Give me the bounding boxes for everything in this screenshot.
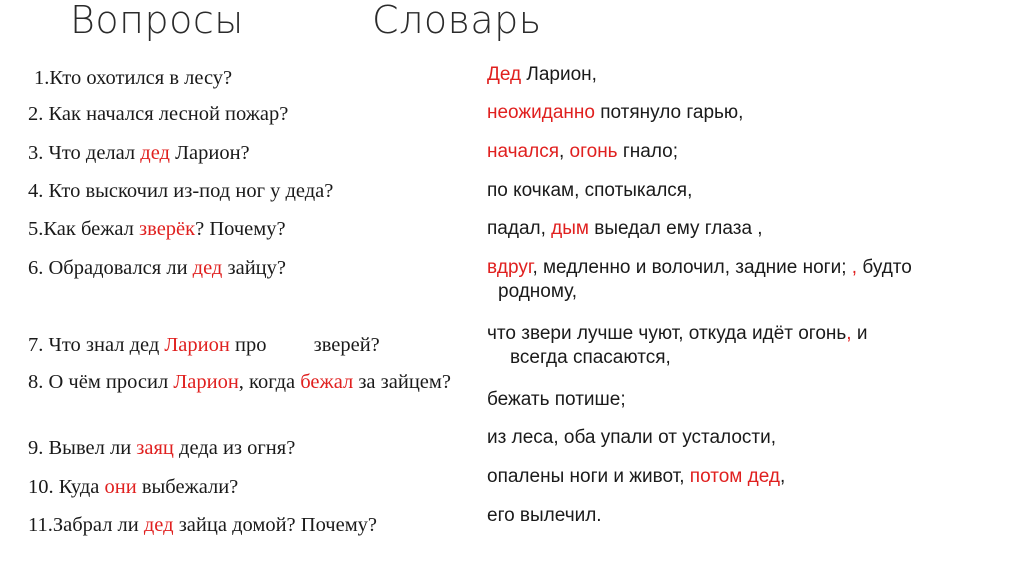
- question-text: про: [229, 334, 272, 356]
- dictionary-line-9: [487, 426, 1007, 450]
- question-9: [28, 436, 478, 460]
- question-text: Ларион?: [169, 142, 250, 164]
- question-text: деда из огня?: [173, 437, 296, 459]
- question-text: 3. Что делал: [28, 142, 141, 164]
- dictionary-line-6: [487, 256, 1007, 304]
- dictionary-text: выедал ему глаза ,: [588, 218, 763, 239]
- dictionary-text: его вылечил.: [487, 505, 602, 526]
- question-8: [28, 370, 473, 394]
- question-10: [28, 475, 478, 499]
- question-text: 6. Обрадовался ли: [28, 257, 193, 279]
- question-4: [28, 179, 478, 203]
- question-text: 2. Как начался лесной пожар?: [28, 103, 289, 125]
- highlight-word: зверёк: [139, 218, 196, 240]
- question-text: 9. Вывел ли: [28, 437, 137, 459]
- highlight-word: заяц: [136, 437, 174, 459]
- question-3: [28, 141, 478, 165]
- highlight-word: бежал: [300, 371, 354, 393]
- title-dictionary: Словарь: [372, 0, 542, 42]
- highlight-word: дед: [143, 514, 174, 536]
- question-11: [28, 513, 478, 537]
- highlight-word: неожиданно: [487, 102, 595, 123]
- dictionary-line-7: [487, 322, 1007, 370]
- highlight-word: Дед: [487, 64, 522, 85]
- highlight-word: огонь: [569, 141, 618, 162]
- question-text: зайца домой? Почему?: [173, 514, 378, 536]
- dictionary-line-4: [487, 179, 1007, 203]
- question-text: ? Почему?: [195, 218, 286, 240]
- dictionary-text: всегда спасаются,: [510, 347, 671, 368]
- dictionary-text: и: [851, 323, 868, 344]
- dictionary-text: гнало;: [617, 141, 679, 162]
- dictionary-line-1: [487, 63, 1007, 87]
- dictionary-text: родному,: [498, 281, 578, 302]
- highlight-word: ,: [846, 323, 852, 344]
- dictionary-text: будто: [857, 257, 912, 278]
- dictionary-line-8: [487, 388, 1007, 412]
- dictionary-text: Ларион,: [521, 64, 597, 85]
- question-text: за зайцем?: [353, 371, 451, 393]
- title-questions: Вопросы: [70, 0, 244, 42]
- question-text: выбежали?: [136, 476, 239, 498]
- question-text: зайцу?: [222, 257, 286, 279]
- highlight-word: начался: [487, 141, 559, 162]
- highlight-word: дед: [192, 257, 223, 279]
- question-2: [28, 102, 478, 126]
- question-text: 1.Кто охотился в лесу?: [34, 67, 233, 89]
- dictionary-text: потянуло гарью,: [594, 102, 744, 123]
- question-text: 5.Как бежал: [28, 218, 140, 240]
- question-text: 8. О чём просил: [28, 371, 174, 393]
- dictionary-line-5: [487, 217, 1007, 241]
- question-text: 10. Куда: [28, 476, 105, 498]
- highlight-word: они: [104, 476, 137, 498]
- dictionary-text: по кочкам, спотыкался,: [487, 180, 693, 201]
- question-6: [28, 256, 478, 280]
- dictionary-text: из леса, оба упали от усталости,: [487, 427, 777, 448]
- highlight-word: ,: [851, 257, 858, 278]
- highlight-word: дым: [551, 218, 589, 239]
- dictionary-text: ,: [779, 466, 786, 487]
- highlight-word: потом дед: [689, 466, 780, 487]
- dictionary-line-2: [487, 101, 1007, 125]
- dictionary-text: что звери лучше чуют, откуда идёт огонь: [487, 323, 847, 344]
- highlight-word: Ларион: [173, 371, 239, 393]
- question-5: [28, 217, 478, 241]
- dictionary-line-11: [487, 504, 1007, 528]
- dictionary-line-10: [487, 465, 1007, 489]
- question-text: 11.Забрал ли: [28, 514, 144, 536]
- question-text: 4. Кто выскочил из-под ног у деда?: [28, 180, 334, 202]
- dictionary-text: ,: [558, 141, 570, 162]
- dictionary-line-3: [487, 140, 1007, 164]
- dictionary-text: опалены ноги и живот,: [487, 466, 690, 487]
- highlight-word: вдруг: [487, 257, 533, 278]
- highlight-word: Ларион: [164, 334, 230, 356]
- question-text: зверей?: [313, 334, 380, 356]
- question-text: 7. Что знал дед: [28, 334, 165, 356]
- question-7: [28, 333, 478, 357]
- dictionary-text: бежать потише;: [487, 389, 626, 410]
- dictionary-text: падал,: [487, 218, 552, 239]
- question-1: [34, 66, 484, 90]
- dictionary-text: , медленно и волочил, задние ноги;: [532, 257, 852, 278]
- question-text: , когда: [238, 371, 301, 393]
- highlight-word: дед: [140, 142, 170, 164]
